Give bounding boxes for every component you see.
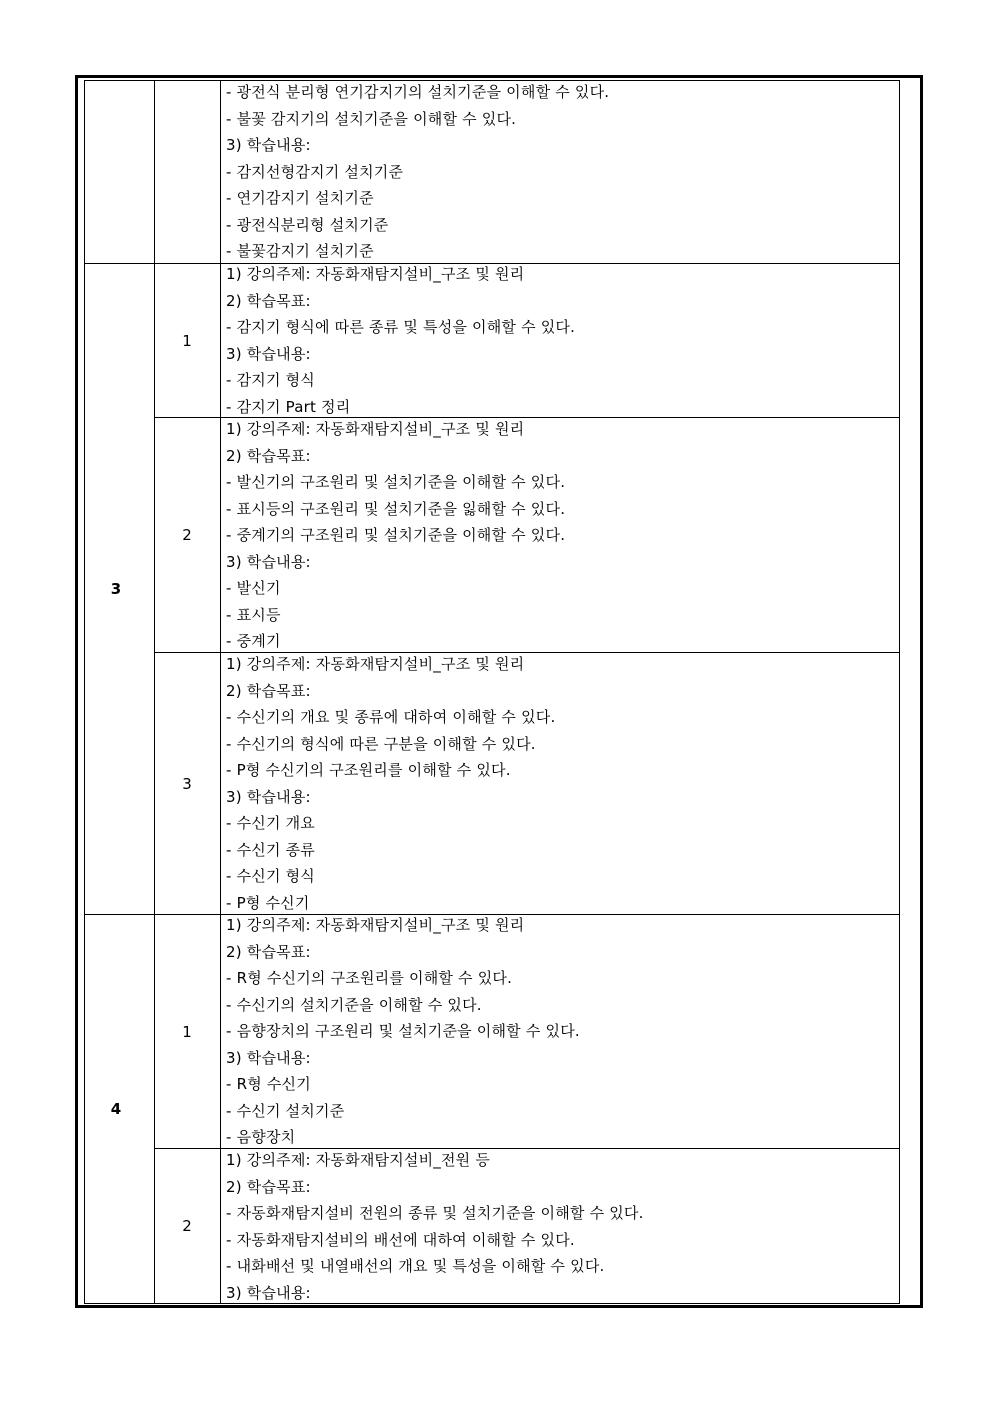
content-line: - R형 수신기의 구조원리를 이해할 수 있다. — [226, 969, 513, 987]
content-line: - 감지기 형식 — [226, 371, 315, 389]
content-line: - 발신기의 구조원리 및 설치기준을 이해할 수 있다. — [226, 473, 566, 491]
content-line: 3) 학습내용: — [226, 1283, 311, 1302]
content-line: - 수신기의 개요 및 종류에 대하여 이해할 수 있다. — [226, 708, 556, 726]
content-line: - 감지기 Part 정리 — [226, 397, 351, 416]
content-line: - 음향장치 — [226, 1128, 296, 1146]
session-number: 3 — [182, 774, 192, 793]
week-number: 4 — [110, 1100, 122, 1118]
content-line: 2) 학습목표: — [226, 942, 311, 961]
content-line: 3) 학습내용: — [226, 1048, 311, 1067]
content-line: - 수신기 설치기준 — [226, 1101, 345, 1120]
content-line: - 수신기의 설치기준을 이해할 수 있다. — [226, 995, 482, 1014]
session-content — [226, 416, 906, 655]
content-line: - 수신기 형식 — [226, 867, 315, 885]
content-line: - 불꽃감지기 설치기준 — [226, 242, 374, 260]
content-line: - R형 수신기 — [226, 1075, 311, 1093]
session-content — [226, 79, 906, 265]
session-content — [226, 1147, 906, 1306]
content-line: - 자동화재탐지설비 전원의 종류 및 설치기준을 이해할 수 있다. — [226, 1204, 644, 1222]
content-line: - 불꽃 감지기의 설치기준을 이해할 수 있다. — [226, 109, 517, 128]
content-line: - 음향장치의 구조원리 및 설치기준을 이해할 수 있다. — [226, 1022, 580, 1040]
content-line: 1) 강의주제: 자동화재탐지설비_구조 및 원리 — [226, 420, 525, 438]
syllabus-table — [75, 75, 923, 1308]
content-line: - 표시등 — [226, 605, 281, 624]
content-line: - 수신기의 형식에 따른 구분을 이해할 수 있다. — [226, 734, 536, 753]
content-line: 2) 학습목표: — [226, 291, 311, 310]
content-line: - 감지선형감지기 설치기준 — [226, 162, 404, 181]
session-number: 1 — [182, 1022, 192, 1041]
content-line: - 중계기 — [226, 632, 281, 650]
content-line: - 광전식 분리형 연기감지기의 설치기준을 이해할 수 있다. — [226, 83, 610, 101]
content-line: - 자동화재탐지설비의 배선에 대하여 이해할 수 있다. — [226, 1230, 575, 1249]
content-line: - 발신기 — [226, 579, 281, 597]
session-number: 1 — [182, 331, 192, 350]
content-line: 3) 학습내용: — [226, 552, 311, 571]
content-line: - P형 수신기 — [226, 893, 310, 912]
session-number: 2 — [182, 1217, 192, 1235]
content-line: - 내화배선 및 내열배선의 개요 및 특성을 이해할 수 있다. — [226, 1257, 605, 1275]
content-line: 1) 강의주제: 자동화재탐지설비_구조 및 원리 — [226, 265, 525, 283]
session-number: 2 — [182, 526, 192, 544]
session-content — [226, 912, 906, 1151]
content-line: 3) 학습내용: — [226, 787, 311, 806]
content-line: 1) 강의주제: 자동화재탐지설비_구조 및 원리 — [226, 655, 525, 673]
content-line: 2) 학습목표: — [226, 681, 311, 700]
content-line: - 감지기 형식에 따른 종류 및 특성을 이해할 수 있다. — [226, 318, 576, 336]
content-line: - P형 수신기의 구조원리를 이해할 수 있다. — [226, 761, 511, 779]
content-line: 3) 학습내용: — [226, 344, 311, 363]
content-line: 1) 강의주제: 자동화재탐지설비_구조 및 원리 — [226, 916, 525, 934]
session-content — [226, 261, 906, 420]
content-line: - 표시등의 구조원리 및 설치기준을 잃해할 수 있다. — [226, 499, 566, 518]
content-line: 3) 학습내용: — [226, 136, 311, 154]
session-content — [226, 651, 906, 916]
content-line: 2) 학습목표: — [226, 1177, 311, 1196]
content-line: - 수신기 개요 — [226, 814, 315, 832]
content-line: - 수신기 종류 — [226, 840, 315, 859]
content-line: - 광전식분리형 설치기준 — [226, 215, 389, 234]
week-number: 3 — [110, 580, 122, 598]
content-line: 1) 강의주제: 자동화재탐지설비_전원 등 — [226, 1151, 491, 1169]
content-line: 2) 학습목표: — [226, 446, 311, 465]
content-line: - 중계기의 구조원리 및 설치기준을 이해할 수 있다. — [226, 526, 566, 544]
content-line: - 연기감지기 설치기준 — [226, 189, 374, 207]
